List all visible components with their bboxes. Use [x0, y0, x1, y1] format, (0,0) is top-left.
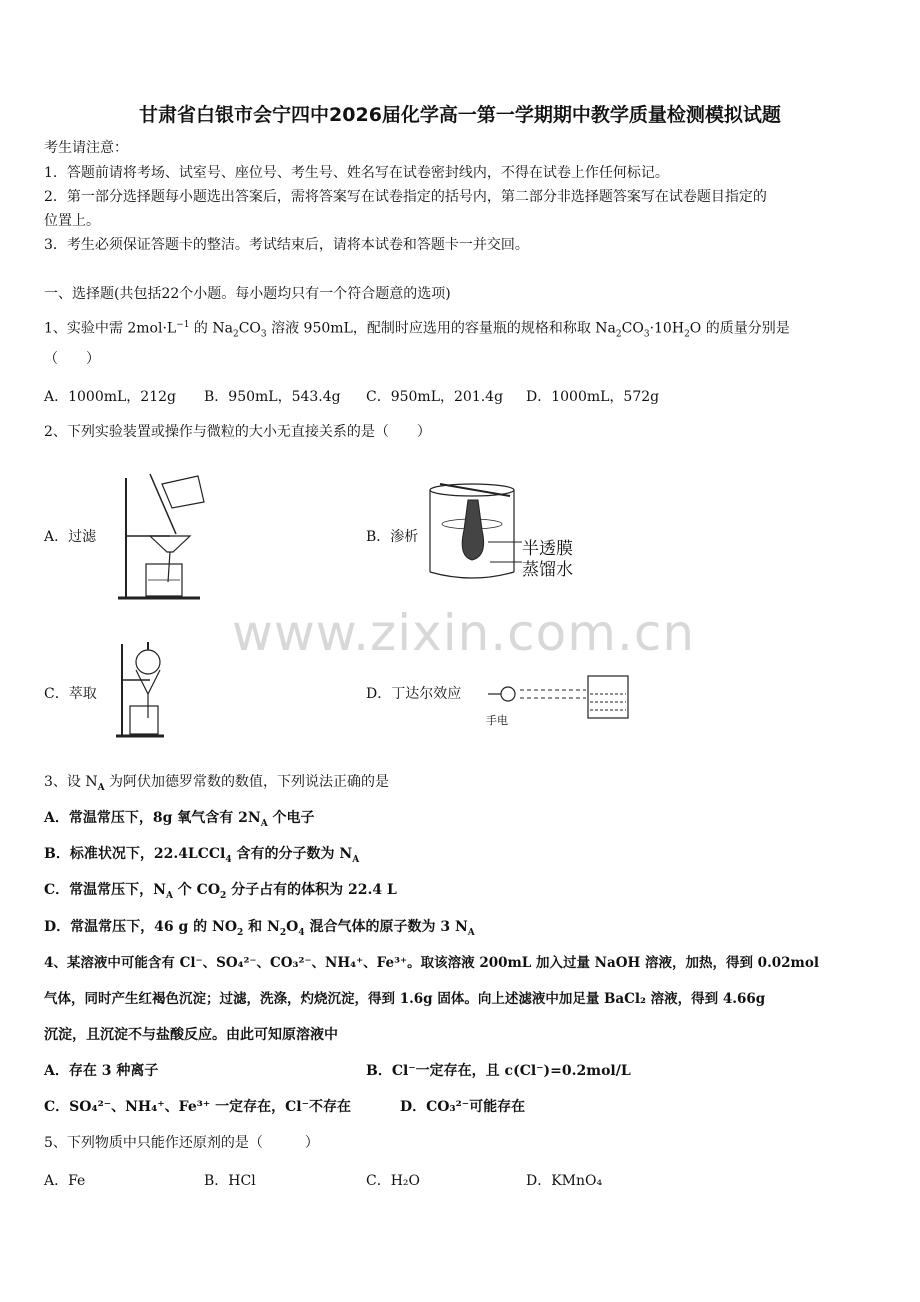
q1-answer-paren: （ ） [44, 351, 100, 367]
q5-option-c: C．H₂O [366, 1173, 421, 1189]
notice-item: 位置上。 [44, 213, 100, 229]
q2-option-a: A．过滤 [44, 529, 97, 545]
section-heading: 一、选择题(共包括22个小题。每小题均只有一个符合题意的选项) [44, 286, 451, 302]
q1-stem: 1、实验中需 $2mol\cdot L^{-1}$ 的 $Na_2CO_3$ 溶液 950mL，配制时应选用的容量瓶的规格和称取 $Na_2CO_3\cdot 10H_2O$ 的质量分别是 [44, 320, 790, 340]
q3-option-b: B．标准状况下，22.4LCCl$_4$ 含有的分子数为 $N_A$ [44, 846, 360, 865]
q4-option-a: A．存在 3 种离子 [44, 1063, 159, 1079]
q4-option-d: D．CO₃²⁻可能存在 [400, 1099, 526, 1115]
q2-option-b: B．渗析 [366, 529, 419, 545]
q5-stem: 5、下列物质中只能作还原剂的是（ ） [44, 1135, 319, 1151]
notice-heading: 考生请注意： [44, 140, 128, 156]
notice-item: 2．第一部分选择题每小题选出答案后，需将答案写在试卷指定的括号内，第二部分非选择题答案写在试卷题目指定的 [44, 189, 767, 205]
q4-option-b: B．Cl⁻一定存在，且 c(Cl⁻)=0.2mol/L [366, 1063, 631, 1079]
q3-option-d: D．常温常压下，46 g 的 $NO_2$ 和 $N_2O_4$ 混合气体的原子数为 3 $N_A$ [44, 919, 475, 938]
q4-stem-line: 气体，同时产生红褐色沉淀；过滤，洗涤，灼烧沉淀，得到 1.6g 固体。向上述滤液中加足量 BaCl₂ 溶液，得到 4.66g [44, 991, 766, 1007]
q5-option-b: B．HCl [204, 1173, 256, 1189]
q3-option-a: A．常温常压下，8g 氧气含有 $2N_A$ 个电子 [44, 810, 315, 829]
q4-option-c: C．SO₄²⁻、NH₄⁺、Fe³⁺ 一定存在，Cl⁻不存在 [44, 1099, 351, 1115]
q1-option-b: B．950mL，543.4g [204, 389, 341, 405]
extraction-diagram [112, 636, 172, 740]
q1-option-c: C．950mL，201.4g [366, 389, 504, 405]
q3-option-c: C．常温常压下，$N_A$ 个 $CO_2$ 分子占有的体积为 22.4 L [44, 882, 397, 901]
q5-option-d: D．KMnO₄ [526, 1173, 603, 1189]
watermark: www.zixin.com.cn [232, 604, 696, 662]
q2-option-d: D．丁达尔效应 [366, 686, 462, 702]
q4-stem-line: 沉淀，且沉淀不与盐酸反应。由此可知原溶液中 [44, 1027, 338, 1043]
membrane-label: 半透膜 [522, 539, 573, 559]
q4-stem-line: 4、某溶液中可能含有 Cl⁻、SO₄²⁻、CO₃²⁻、NH₄⁺、Fe³⁺。取该溶液 200mL 加入过量 NaOH 溶液，加热，得到 0.02mol [44, 955, 819, 971]
q2-stem: 2、下列实验装置或操作与微粒的大小无直接关系的是（ ） [44, 424, 431, 440]
q1-option-a: A．1000mL，212g [44, 389, 176, 405]
distilled-water-label: 蒸馏水 [522, 560, 573, 580]
notice-item: 3．考生必须保证答题卡的整洁。考试结束后，请将本试卷和答题卡一并交回。 [44, 237, 529, 253]
filtration-diagram [110, 470, 210, 600]
page-title: 甘肃省白银市会宁四中2026届化学高一第一学期期中教学质量检测模拟试题 [139, 104, 781, 126]
q2-option-c: C．萃取 [44, 686, 97, 702]
flashlight-label: 手电 [486, 714, 508, 727]
q3-stem: 3、设 $N_A$ 为阿伏加德罗常数的数值，下列说法正确的是 [44, 774, 390, 793]
notice-item: 1．答题前请将考场、试室号、座位号、考生号、姓名写在试卷密封线内，不得在试卷上作任何标记。 [44, 165, 669, 181]
q5-option-a: A．Fe [44, 1173, 86, 1189]
dialysis-diagram [430, 480, 600, 580]
q1-option-d: D．1000mL，572g [526, 389, 660, 405]
